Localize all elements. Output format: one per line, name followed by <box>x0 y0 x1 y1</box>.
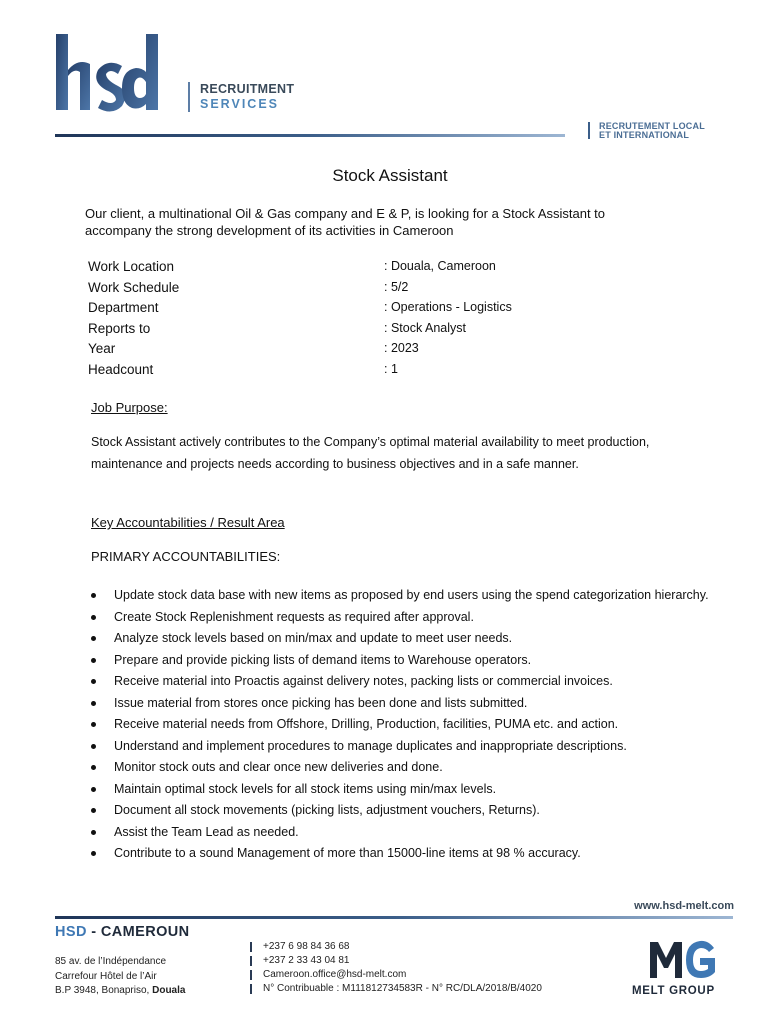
info-label: Reports to <box>88 320 151 336</box>
list-item: Prepare and provide picking lists of demand items to Warehouse operators. <box>91 650 731 672</box>
info-label: Headcount <box>88 361 154 377</box>
address-block <box>55 955 185 999</box>
company-name <box>55 924 190 940</box>
bullet-icon <box>91 701 96 706</box>
info-value: : 2023 <box>384 341 419 355</box>
bullet-icon <box>91 636 96 641</box>
bullet-icon <box>91 851 96 856</box>
email[interactable]: Cameroon.office@hsd-melt.com <box>250 968 542 982</box>
header-divider <box>55 134 565 137</box>
info-row-reports-to <box>88 321 648 342</box>
info-label: Work Location <box>88 259 175 274</box>
info-value: : 5/2 <box>384 279 409 294</box>
list-item: Document all stock movements (picking lists, adjustment vouchers, Returns). <box>91 800 731 822</box>
bullet-icon <box>91 808 96 813</box>
melt-group-text: MELT GROUP <box>632 985 715 997</box>
list-item: Understand and implement procedures to manage duplicates and inappropriate descriptions. <box>91 736 731 758</box>
registration-info: N° Contribuable : M111812734583R - N° RC/DLA/2018/B/4020 <box>250 982 542 996</box>
divider <box>250 984 252 994</box>
job-purpose-heading: Job Purpose: <box>91 400 168 415</box>
bullet-icon <box>91 593 96 598</box>
contact-block <box>250 940 542 996</box>
footer-divider <box>55 916 733 919</box>
address-line: Carrefour Hôtel de l’Air <box>55 970 157 982</box>
list-item: Monitor stock outs and clear once new deliveries and done. <box>91 757 731 779</box>
key-accountabilities-heading: Key Accountabilities / Result Area <box>91 515 285 530</box>
bullet-icon <box>91 830 96 835</box>
info-value: : Douala, Cameroon <box>384 259 496 273</box>
list-item: Maintain optimal stock levels for all stock items using min/max levels. <box>91 779 731 801</box>
company-name-country: - CAMEROUN <box>86 924 190 940</box>
company-name-hsd: HSD <box>55 924 87 940</box>
info-row-department <box>88 300 648 321</box>
phone-2: +237 2 33 43 04 81 <box>250 954 542 968</box>
bullet-icon <box>91 722 96 727</box>
tagline-line-1: RECRUTEMENT LOCAL <box>599 121 705 131</box>
list-item: Assist the Team Lead as needed. <box>91 822 731 844</box>
info-row-year <box>88 341 648 362</box>
info-label: Work Schedule <box>88 279 180 295</box>
list-item: Issue material from stores once picking has been done and lists submitted. <box>91 693 731 715</box>
divider <box>250 942 252 952</box>
info-value: : 1 <box>384 361 398 376</box>
info-value: : Operations - Logistics <box>384 300 512 314</box>
bullet-icon <box>91 765 96 770</box>
info-label: Year <box>88 341 116 356</box>
job-purpose-text: Stock Assistant actively contributes to the Company’s optimal material availability to meet production, maintenance and projects needs according to business objectives and in a safe manner. <box>91 435 650 471</box>
hsd-logo <box>50 30 172 114</box>
bullet-icon <box>91 615 96 620</box>
services-text: SERVICES <box>200 97 279 111</box>
accountabilities-list <box>91 585 731 865</box>
address-line: B.P 3948, Bonapriso, Douala <box>55 985 186 996</box>
info-row-work-schedule <box>88 280 648 301</box>
list-item: Create Stock Replenishment requests as required after approval. <box>91 607 731 629</box>
melt-group-logo <box>648 938 718 980</box>
bullet-icon <box>91 679 96 684</box>
primary-accountabilities-heading: PRIMARY ACCOUNTABILITIES: <box>91 549 281 564</box>
list-item: Contribute to a sound Management of more than 15000-line items at 98 % accuracy. <box>91 843 731 865</box>
bullet-icon <box>91 787 96 792</box>
info-row-work-location <box>88 259 648 280</box>
divider <box>188 82 190 112</box>
info-label: Department <box>88 300 159 315</box>
address-line: 85 av. de l’Indépendance <box>55 956 167 967</box>
page-title: Stock Assistant <box>332 166 448 185</box>
info-row-headcount <box>88 362 648 383</box>
divider <box>588 122 590 139</box>
divider <box>250 970 252 980</box>
bullet-icon <box>91 658 96 663</box>
list-item: Receive material needs from Offshore, Drilling, Production, facilities, PUMA etc. and action. <box>91 714 731 736</box>
recruitment-text: RECRUITMENT <box>200 82 295 96</box>
list-item: Receive material into Proactis against delivery notes, packing lists or commercial invoices. <box>91 671 731 693</box>
list-item: Update stock data base with new items as proposed by end users using the spend categorization hierarchy. <box>91 585 731 607</box>
website-link[interactable]: www.hsd-melt.com <box>634 900 734 912</box>
bullet-icon <box>91 744 96 749</box>
phone-1: +237 6 98 84 36 68 <box>250 940 542 954</box>
tagline-line-2: ET INTERNATIONAL <box>599 130 690 140</box>
intro-paragraph: Our client, a multinational Oil & Gas company and E & P, is looking for a Stock Assistant to accompany the strong development of its activities in Cameroon <box>85 206 606 238</box>
info-value: : Stock Analyst <box>384 320 466 335</box>
list-item: Analyze stock levels based on min/max and update to meet user needs. <box>91 628 731 650</box>
divider <box>250 956 252 966</box>
